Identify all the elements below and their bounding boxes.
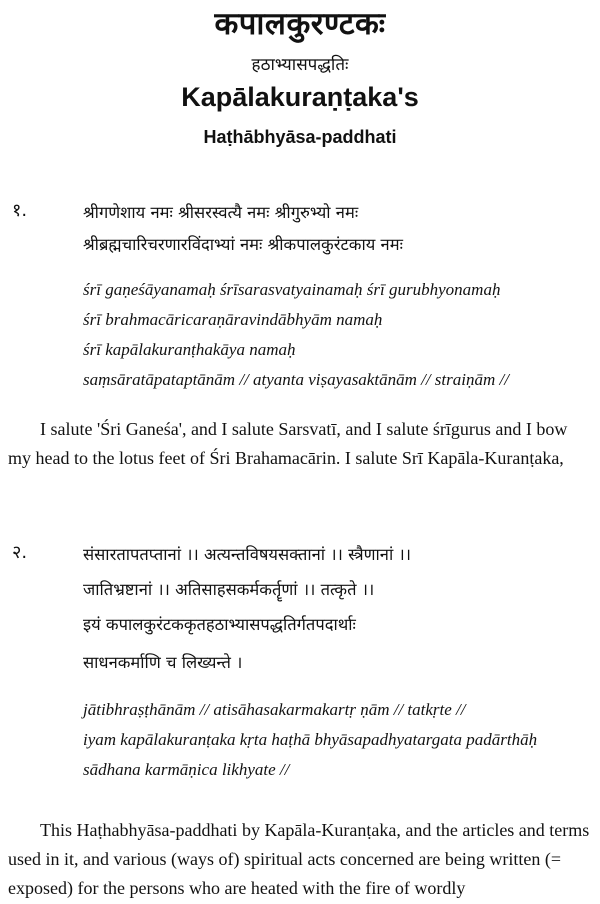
verse-2-devanagari-line: इयं कपालकुरंटककृतहठाभ्यासपद्धतिर्गतपदार्थाः: [83, 615, 356, 634]
page-subtitle-devanagari: हठाभ्यासपद्धतिः: [251, 55, 349, 75]
page-title-english: Kapālakuraṇṭaka's: [181, 82, 419, 112]
verse-1-transliteration-line: śrī gaṇeśāyanamaḥ śrīsarasvatyainamaḥ śrī gurubhyonamaḥ: [83, 280, 501, 299]
verse-1-transliteration-line: śrī brahmacāricaraṇāravindābhyām namaḥ: [83, 310, 383, 329]
verse-2-devanagari-line: साधनकर्माणि च लिख्यन्ते ।: [83, 653, 243, 672]
verse-1-devanagari-line: श्रीब्रह्मचारिचरणारविंदाभ्यां नमः श्रीकपालकुरंटकाय नमः: [83, 235, 403, 254]
verse-2-translation: [8, 816, 592, 903]
verse-2-devanagari-line: जातिभ्रष्टानां ।। अतिसाहसकर्मकर्तॄणां ।। तत्कृते ।।: [83, 580, 375, 599]
verse-2-number: २.: [12, 542, 28, 563]
verse-2-translation-text: This Haṭhabhyāsa-paddhati by Kapāla-Kuranṭaka, and the articles and terms used in it, and various (ways of) spiritual acts concerned are being written (= exposed) for the persons who are heated with the fire of wordly: [8, 820, 590, 898]
verse-2-transliteration-line: sādhana karmāṇica likhyate //: [83, 760, 290, 779]
verse-1-transliteration-line: śrī kapālakuranṭhakāya namaḥ: [83, 340, 296, 359]
verse-1-devanagari-line: श्रीगणेशाय नमः श्रीसरस्वत्यै नमः श्रीगुरुभ्यो नमः: [83, 203, 359, 222]
verse-2-devanagari-line: संसारतापतप्तानां ।। अत्यन्तविषयसक्तानां ।। स्त्रैणानां ।।: [83, 545, 411, 564]
page-title-devanagari: कपालकुरण्टकः: [214, 6, 386, 42]
verse-2-transliteration-line: iyam kapālakuranṭaka kṛta haṭhā bhyāsapadhyatargata padārthāḥ: [83, 730, 538, 749]
verse-1-number: १.: [12, 200, 28, 221]
verse-2-transliteration-line: jātibhraṣṭhānām // atisāhasakarmakartṛ ṇām // tatkṛte //: [83, 700, 466, 719]
verse-1-transliteration-line: saṃsāratāpataptānām // atyanta viṣayasaktānām // straiṇām //: [83, 370, 509, 389]
verse-1-translation-text: I salute 'Śri Ganeśa', and I salute Sarsvatī, and I salute śrīgurus and I bow my head to the lotus feet of Śri Brahamacārin. I salute Srī Kapāla-Kuranṭaka,: [8, 419, 568, 468]
page-subtitle-english: Haṭhābhyāsa-paddhati: [203, 127, 397, 147]
verse-1-translation: [8, 415, 592, 473]
